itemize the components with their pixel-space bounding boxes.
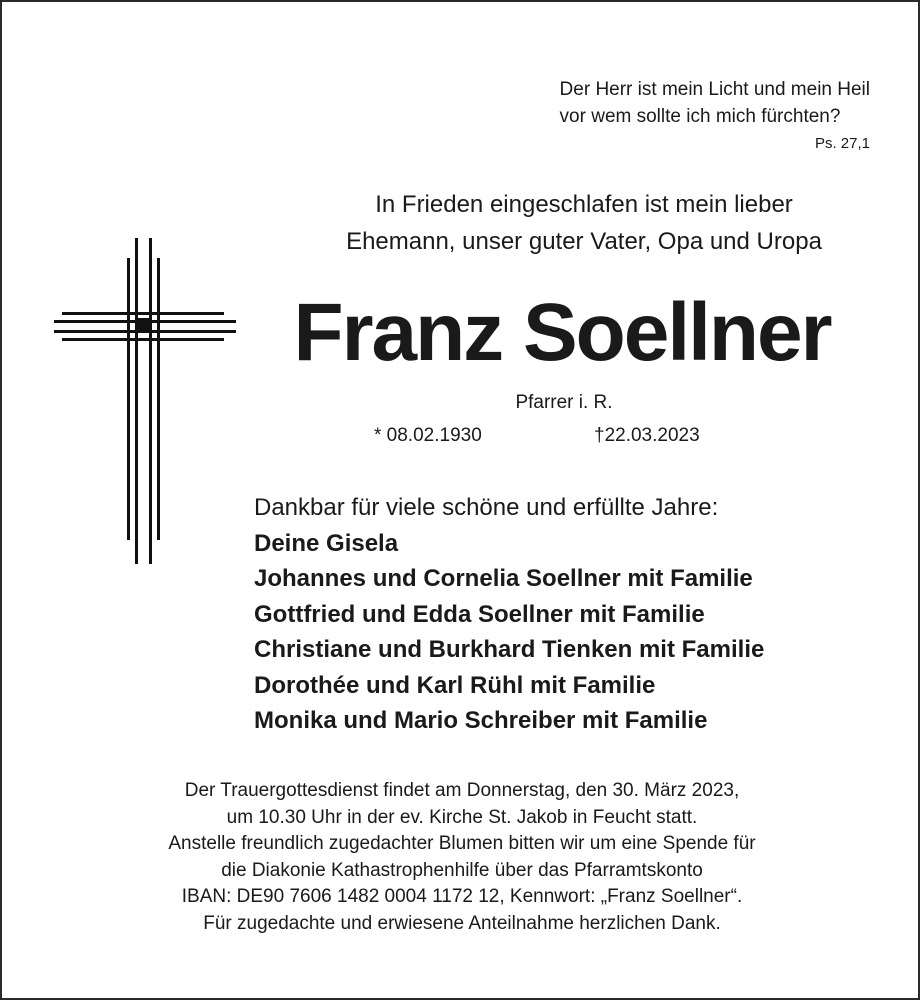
deceased-name: Franz Soellner	[293, 287, 831, 378]
notice-line-5: IBAN: DE90 7606 1482 0004 1172 12, Kennwort: „Franz Soellner“.	[181, 886, 743, 907]
bible-verse-line-2: vor wem sollte ich mich fürchten?	[559, 106, 841, 127]
birth-date: * 08.02.1930	[374, 425, 482, 446]
family-member: Dorothée und Karl Rühl mit Familie	[254, 671, 656, 699]
intro-line-1: In Frieden eingeschlafen ist mein lieber	[375, 191, 793, 218]
bible-verse	[560, 76, 870, 130]
family-list	[254, 490, 764, 739]
family-member: Deine Gisela	[254, 529, 399, 557]
bible-verse-reference: Ps. 27,1	[814, 135, 870, 152]
bible-verse-line-1: Der Herr ist mein Licht und mein Heil	[559, 79, 870, 100]
intro-text	[254, 186, 914, 260]
notice-line-6: Für zugedachte und erwiesene Anteilnahme herzlichen Dank.	[203, 912, 721, 934]
notice-line-3: Anstelle freundlich zugedachter Blumen bitten wir um eine Spende für	[168, 833, 756, 854]
thanks-line: Dankbar für viele schöne und erfüllte Jahre:	[254, 494, 719, 521]
notice-line-4: die Diakonie Kathastrophenhilfe über das Pfarramtskonto	[221, 859, 703, 881]
death-date: †22.03.2023	[594, 425, 700, 446]
notice-line-2: um 10.30 Uhr in der ev. Kirche St. Jakob in Feucht statt.	[226, 806, 698, 828]
deceased-title: Pfarrer i. R.	[515, 392, 613, 413]
cross-icon	[54, 238, 236, 564]
intro-line-2: Ehemann, unser guter Vater, Opa und Uropa	[346, 228, 822, 255]
family-member: Gottfried und Edda Soellner mit Familie	[254, 600, 705, 628]
funeral-notice	[42, 778, 882, 937]
family-member: Johannes und Cornelia Soellner mit Familie	[254, 565, 753, 592]
family-member: Monika und Mario Schreiber mit Familie	[254, 707, 708, 734]
notice-line-1: Der Trauergottesdienst findet am Donnerstag, den 30. März 2023,	[184, 780, 740, 801]
family-member: Christiane und Burkhard Tienken mit Familie	[254, 636, 765, 663]
